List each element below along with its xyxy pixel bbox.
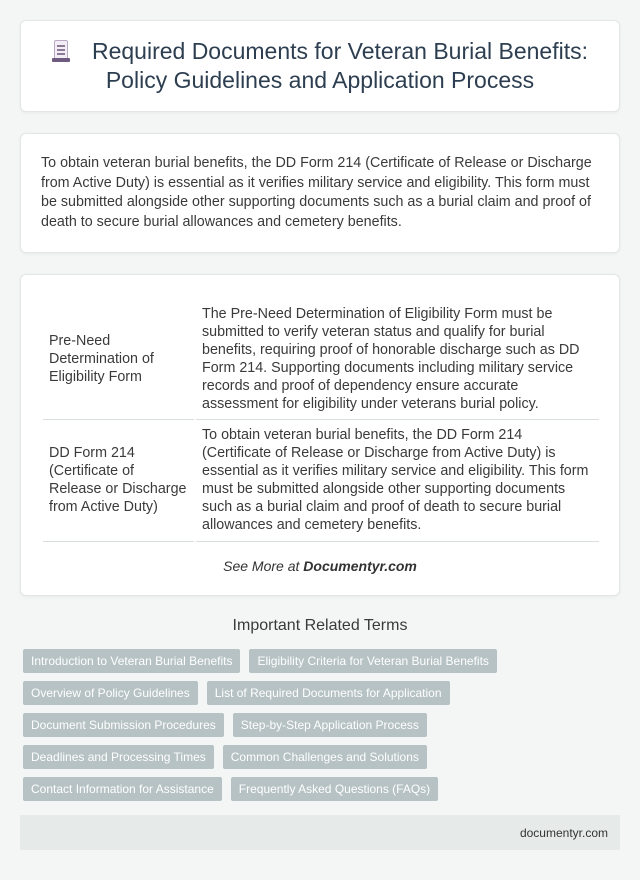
intro-text: To obtain veteran burial benefits, the DD Form 214 (Certificate of Release or Discharge from Active Duty) is essential as it verifies military service and eligibility. This form must be submitted alongside other supporting documents such as a burial claim and proof of death to secure burial allowances and cemetery benefits. <box>41 155 592 230</box>
document-name: Pre-Need Determination of Eligibility Form <box>43 299 195 419</box>
related-term-tag[interactable]: Eligibility Criteria for Veteran Burial Benefits <box>249 649 496 673</box>
document-icon <box>52 40 70 62</box>
document-description: To obtain veteran burial benefits, the DD Form 214 (Certificate of Release or Discharge from Active Duty) is essential as it verifies military service and eligibility. This form must be submitted alongside other supporting documents such as a burial claim and proof of death to secure burial allowances and cemetery benefits. <box>195 419 599 541</box>
title-card <box>20 20 620 112</box>
documents-table-card <box>20 274 620 596</box>
footer-site-link[interactable]: documentyr.com <box>519 825 608 840</box>
related-term-tag[interactable]: Contact Information for Assistance <box>23 777 222 801</box>
see-more-site[interactable]: Documentyr.com <box>303 558 417 574</box>
related-term-tag[interactable]: Common Challenges and Solutions <box>223 745 427 769</box>
intro-card <box>20 133 620 253</box>
see-more-link[interactable] <box>21 558 619 574</box>
document-name: DD Form 214 (Certificate of Release or Discharge from Active Duty) <box>43 419 195 541</box>
related-terms-list <box>23 649 623 809</box>
related-term-tag[interactable]: Deadlines and Processing Times <box>23 745 214 769</box>
page-title <box>40 37 600 95</box>
related-term-tag[interactable]: Introduction to Veteran Burial Benefits <box>23 649 240 673</box>
related-term-tag[interactable]: Document Submission Procedures <box>23 713 224 737</box>
footer <box>20 815 620 850</box>
documents-table <box>43 299 599 542</box>
document-description: The Pre-Need Determination of Eligibility Form must be submitted to verify veteran status and qualify for burial benefits, requiring proof of honorable discharge such as DD Form 214. Supporting documents including military service records and proof of dependency ensure accurate assessment for eligibility under veterans burial policy. <box>195 299 599 419</box>
related-term-tag[interactable]: List of Required Documents for Application <box>207 681 450 705</box>
table-row <box>43 299 599 419</box>
related-term-tag[interactable]: Overview of Policy Guidelines <box>23 681 198 705</box>
see-more-prefix: See More at <box>223 558 304 574</box>
page-title-text: Required Documents for Veteran Burial Benefits: Policy Guidelines and Application Process <box>91 38 589 93</box>
related-terms-heading: Important Related Terms <box>232 617 408 634</box>
table-row <box>43 419 599 541</box>
related-term-tag[interactable]: Step-by-Step Application Process <box>233 713 427 737</box>
related-term-tag[interactable]: Frequently Asked Questions (FAQs) <box>231 777 438 801</box>
